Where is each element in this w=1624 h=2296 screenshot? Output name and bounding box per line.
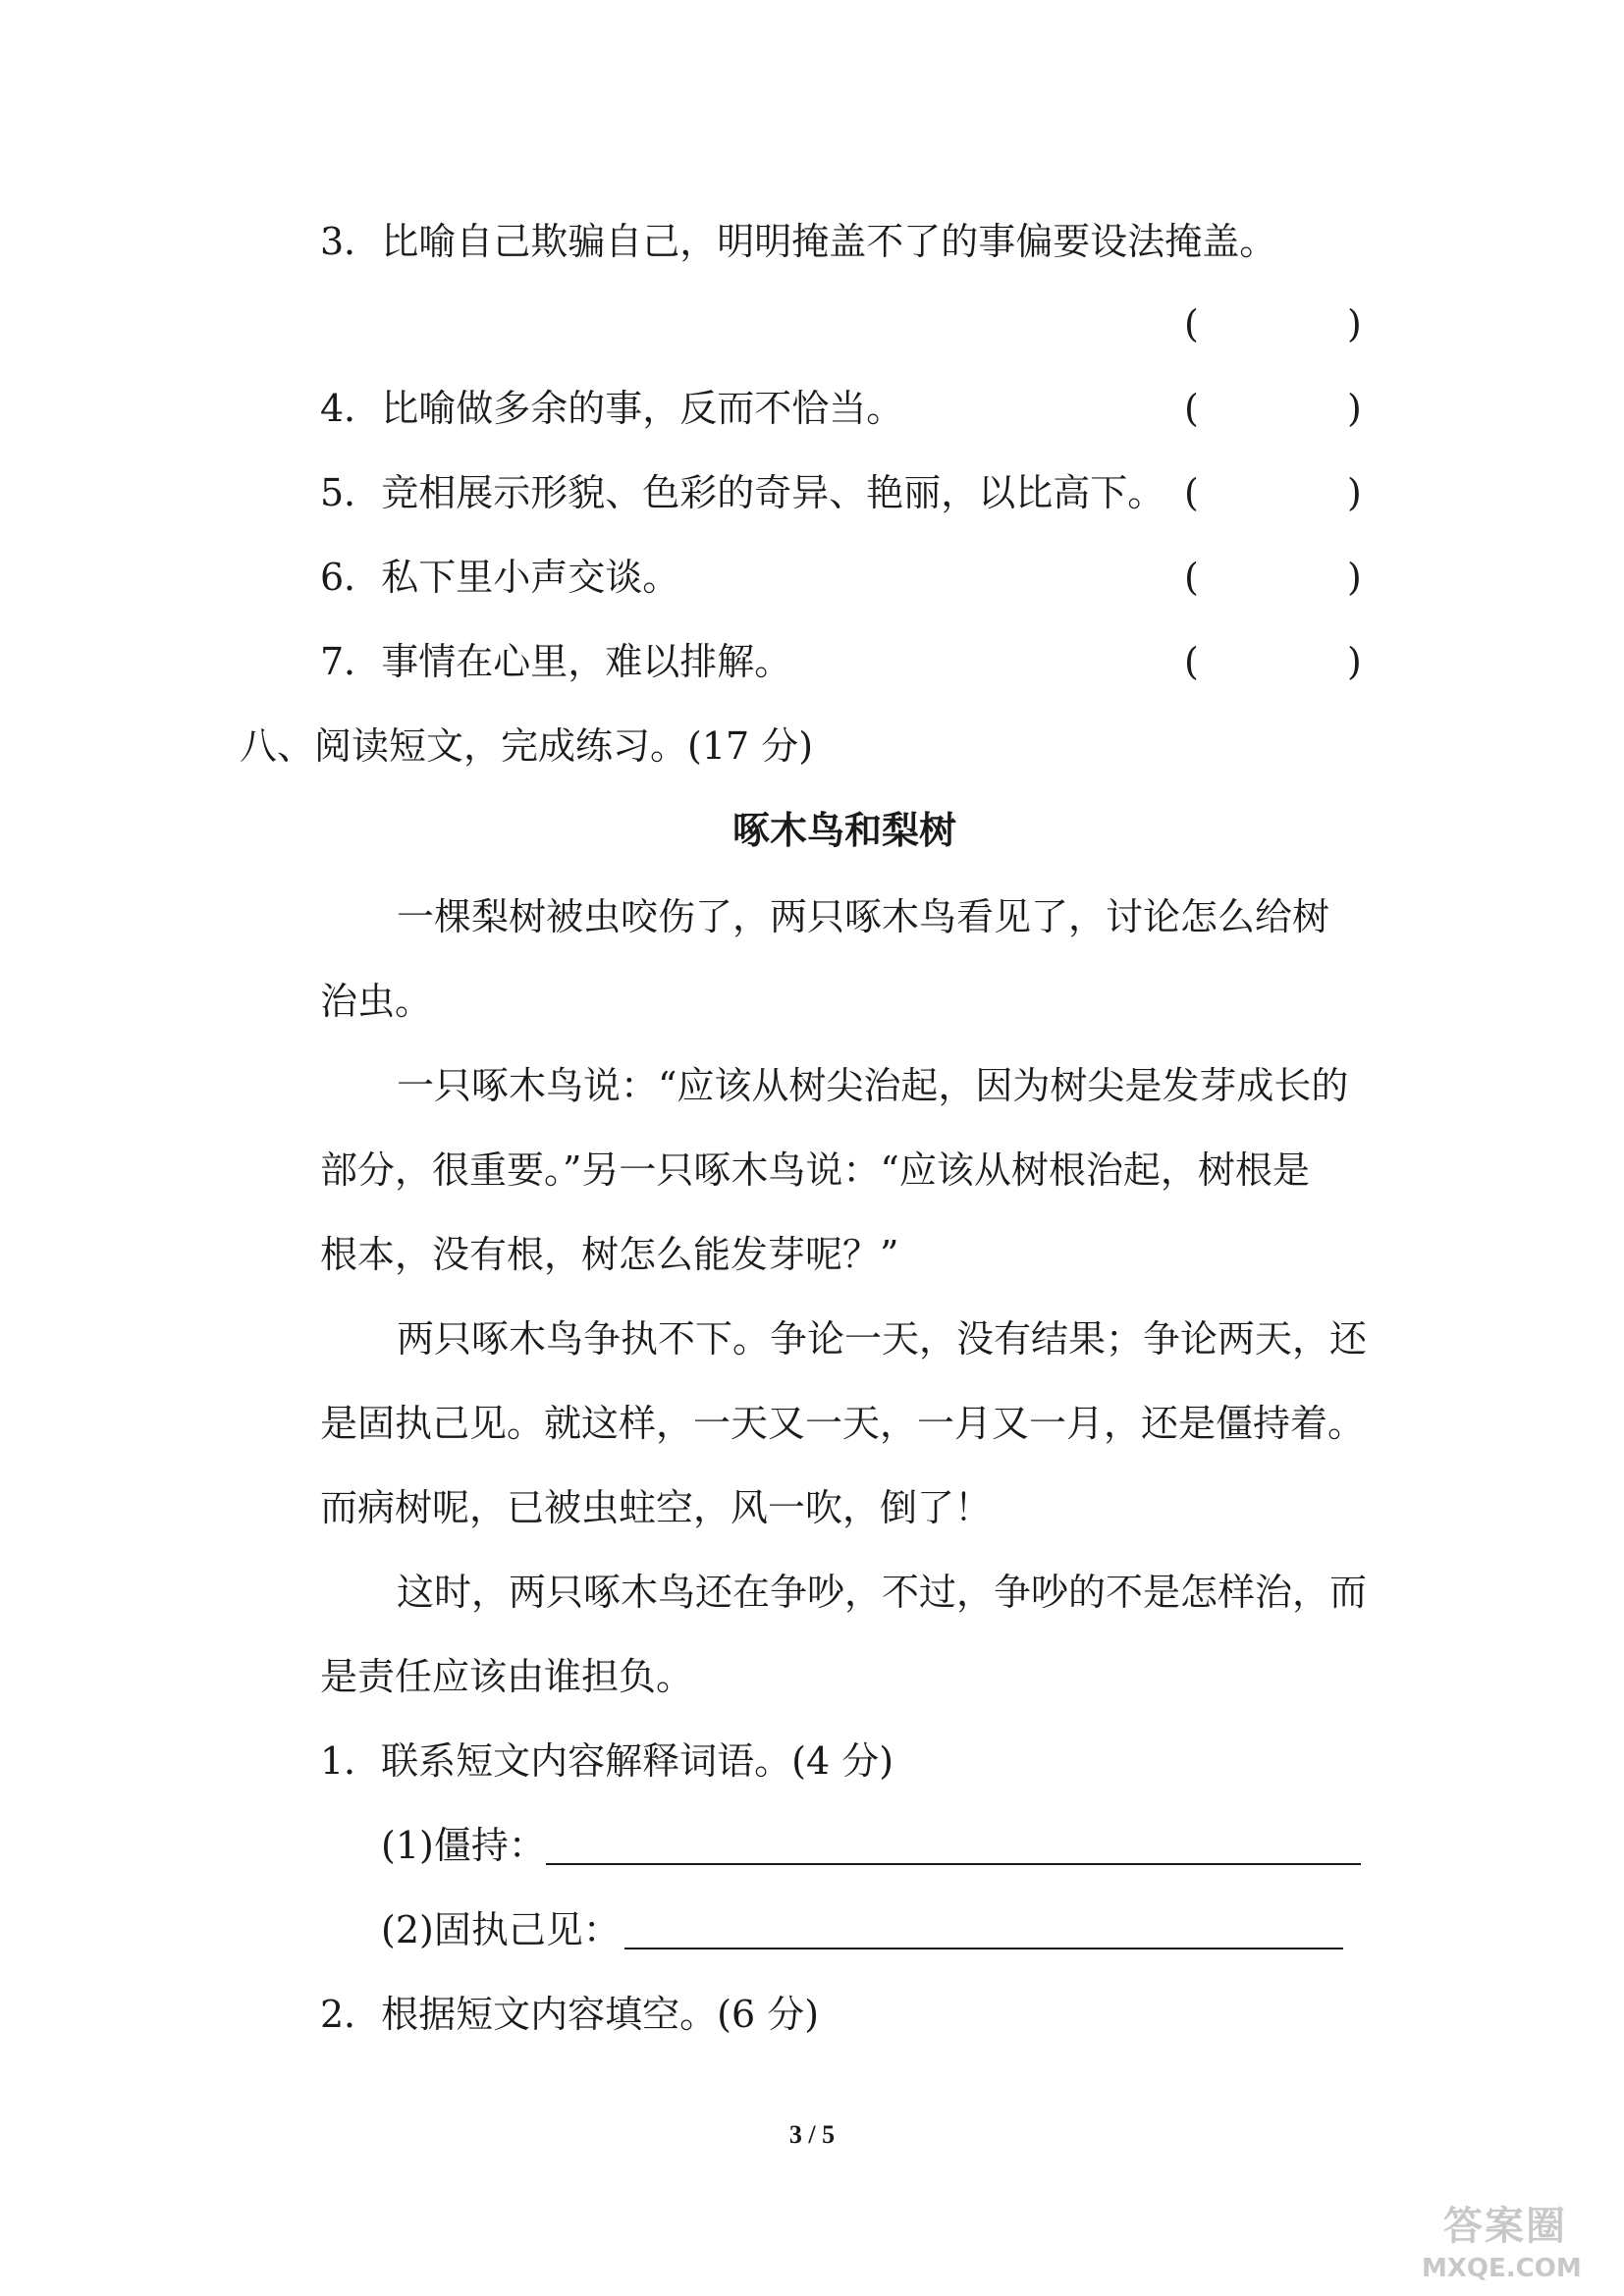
passage-line: 而病树呢，已被虫蛀空，风一吹，倒了！	[320, 1486, 993, 1529]
item-6	[320, 554, 679, 601]
passage-line: 是责任应该由谁担负。	[320, 1655, 694, 1698]
answer-paren-open: (	[1184, 556, 1199, 599]
answer-paren-close: )	[1347, 640, 1362, 683]
item-text: 竞相展示形貌、色彩的奇异、艳丽，以比高下。	[381, 471, 1165, 514]
item-number: 3．	[320, 220, 382, 263]
passage-line: 是固执己见。就这样，一天又一天，一月又一月，还是僵持着。	[320, 1402, 1366, 1445]
passage-line: 根本，没有根，树怎么能发芽呢？”	[320, 1233, 899, 1276]
answer-blank-1a[interactable]	[546, 1863, 1361, 1865]
passage-line: 一棵梨树被虫咬伤了，两只啄木鸟看见了，讨论怎么给树	[397, 895, 1330, 938]
answer-blank-1b[interactable]	[624, 1948, 1343, 1949]
item-number: 4．	[320, 387, 382, 430]
item-3	[320, 218, 1276, 265]
item-number: 6．	[320, 556, 382, 599]
question-1: 1．联系短文内容解释词语。(4 分)	[320, 1739, 894, 1783]
passage-line: 两只啄木鸟争执不下。争论一天，没有结果；争论两天，还	[397, 1317, 1368, 1361]
item-number: 7．	[320, 640, 382, 683]
answer-paren-close: )	[1347, 471, 1362, 514]
item-7	[320, 638, 791, 685]
passage-line: 这时，两只啄木鸟还在争吵，不过，争吵的不是怎样治，而	[397, 1571, 1368, 1614]
item-text: 私下里小声交谈。	[381, 556, 680, 599]
question-1b-label: (2)固执己见：	[381, 1908, 621, 1951]
answer-paren-open: (	[1184, 640, 1199, 683]
answer-paren-close: )	[1347, 556, 1362, 599]
question-2: 2．根据短文内容填空。(6 分)	[320, 1993, 820, 2036]
answer-paren-open: (	[1184, 387, 1199, 430]
item-4	[320, 385, 903, 432]
passage-line: 一只啄木鸟说：“应该从树尖治起，因为树尖是发芽成长的	[397, 1064, 1349, 1107]
passage-title: 啄木鸟和梨树	[731, 809, 956, 852]
section-heading: 八、阅读短文，完成练习。(17 分)	[240, 724, 814, 768]
passage-line: 部分，很重要。”另一只啄木鸟说：“应该从树根治起，树根是	[320, 1148, 1310, 1192]
answer-paren-close: )	[1347, 302, 1362, 346]
passage-line: 治虫。	[320, 980, 433, 1023]
item-text: 事情在心里，难以排解。	[381, 640, 792, 683]
watermark-url: MXQE.COM	[1422, 2254, 1582, 2283]
item-text: 比喻做多余的事，反而不恰当。	[381, 387, 904, 430]
item-5	[320, 469, 1164, 516]
question-1a-label: (1)僵持：	[381, 1824, 546, 1867]
watermark-logo: 答案圈	[1443, 2204, 1567, 2249]
answer-paren-close: )	[1347, 387, 1362, 430]
answer-paren-open: (	[1184, 471, 1199, 514]
page-number: 3 / 5	[788, 2120, 836, 2149]
item-text: 比喻自己欺骗自己，明明掩盖不了的事偏要设法掩盖。	[381, 220, 1277, 263]
item-number: 5．	[320, 471, 382, 514]
answer-paren-open: (	[1184, 302, 1199, 346]
